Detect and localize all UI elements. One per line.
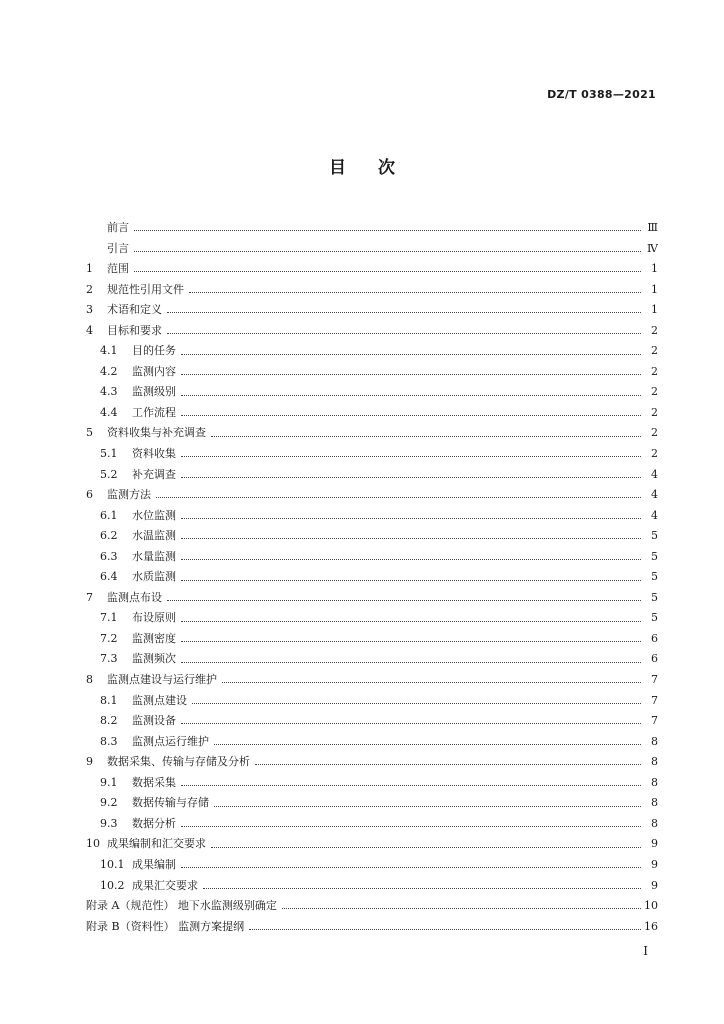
toc-entry-number: 9 (86, 755, 93, 769)
toc-entry[interactable] (86, 423, 658, 444)
toc-entry-page: 5 (651, 529, 658, 543)
toc-entry[interactable] (86, 567, 658, 588)
toc-entry[interactable] (86, 855, 658, 876)
toc-dot-leader (181, 784, 641, 786)
toc-entry-title: 数据传输与存储 (132, 796, 209, 810)
toc-dot-leader (181, 476, 641, 478)
toc-entry-title: 数据采集 (132, 775, 176, 789)
toc-entry-page: 1 (651, 303, 658, 317)
toc-entry[interactable] (86, 506, 658, 527)
toc-entry-number: 6 (86, 488, 93, 502)
toc-entry[interactable] (86, 629, 658, 650)
toc-dot-leader (181, 455, 641, 457)
toc-entry-title: 监测点布设 (107, 590, 162, 604)
toc-entry-title: 监测点建设 (132, 693, 187, 707)
toc-entry-page: 2 (651, 344, 658, 358)
toc-dot-leader (181, 414, 641, 416)
toc-entry[interactable] (86, 608, 658, 629)
toc-entry-page: 6 (651, 631, 658, 645)
toc-entry-number: 4.2 (100, 364, 118, 378)
toc-dot-leader (167, 599, 641, 601)
toc-entry-title: 数据采集、传输与存储及分析 (107, 755, 250, 769)
toc-entry-title: 监测密度 (132, 631, 176, 645)
toc-entry-number: 9.3 (100, 816, 118, 830)
toc-entry-page: 4 (651, 467, 658, 481)
toc-entry[interactable] (86, 711, 658, 732)
toc-entry[interactable] (86, 300, 658, 321)
toc-entry-page: 7 (651, 714, 658, 728)
toc-entry-title: 附录 B（资料性） 监测方案提纲 (86, 919, 245, 933)
toc-entry-page: Ⅳ (647, 241, 658, 255)
toc-dot-leader (181, 722, 641, 724)
toc-entry-number: 4.1 (100, 344, 118, 358)
toc-entry-page: 9 (651, 878, 658, 892)
toc-entry[interactable] (86, 691, 658, 712)
toc-entry-page: 8 (651, 816, 658, 830)
toc-entry-title: 布设原则 (132, 611, 176, 625)
toc-entry-title: 监测频次 (132, 652, 176, 666)
toc-entry-page: 8 (651, 755, 658, 769)
toc-dot-leader (214, 805, 641, 807)
toc-entry-number: 1 (86, 262, 93, 276)
toc-dot-leader (181, 620, 641, 622)
toc-entry-number: 7.1 (100, 611, 118, 625)
toc-dot-leader (134, 250, 641, 252)
toc-entry-number: 6.2 (100, 529, 118, 543)
toc-entry-title: 目的任务 (132, 344, 176, 358)
toc-entry-page: 4 (651, 488, 658, 502)
toc-dot-leader (181, 866, 641, 868)
toc-dot-leader (181, 558, 641, 560)
toc-entry[interactable] (86, 588, 658, 609)
toc-entry-title: 监测点运行维护 (132, 734, 209, 748)
toc-dot-leader (249, 928, 641, 930)
toc-dot-leader (181, 353, 641, 355)
toc-entry-page: 5 (651, 590, 658, 604)
toc-entry[interactable] (86, 259, 658, 280)
toc-dot-leader (211, 435, 641, 437)
toc-entry-title: 监测方法 (107, 488, 151, 502)
toc-entry[interactable] (86, 218, 658, 239)
toc-entry-title: 规范性引用文件 (107, 282, 184, 296)
toc-entry[interactable] (86, 649, 658, 670)
toc-entry-page: 8 (651, 775, 658, 789)
toc-entry-title: 水温监测 (132, 529, 176, 543)
toc-entry-page: 10 (644, 899, 658, 913)
toc-dot-leader (181, 373, 641, 375)
toc-entry-number: 9.1 (100, 775, 118, 789)
toc-entry[interactable] (86, 732, 658, 753)
toc-entry-page: 9 (651, 837, 658, 851)
toc-entry-title: 成果编制 (132, 857, 176, 871)
toc-entry-number: 8.3 (100, 734, 118, 748)
toc-entry[interactable] (86, 362, 658, 383)
toc-entry-number: 8.1 (100, 693, 118, 707)
toc-dot-leader (167, 311, 641, 313)
toc-entry-page: 5 (651, 570, 658, 584)
toc-entry-title: 工作流程 (132, 405, 176, 419)
toc-entry[interactable] (86, 917, 658, 938)
toc-entry-title: 目标和要求 (107, 323, 162, 337)
toc-entry[interactable] (86, 321, 658, 342)
toc-entry-page: 16 (644, 919, 658, 933)
toc-entry-page: 1 (651, 282, 658, 296)
toc-entry-number: 2 (86, 282, 93, 296)
toc-entry[interactable] (86, 814, 658, 835)
toc-entry-number: 3 (86, 303, 93, 317)
toc-entry[interactable] (86, 670, 658, 691)
toc-dot-leader (181, 825, 641, 827)
toc-entry-page: 2 (651, 385, 658, 399)
toc-entry-number: 7 (86, 590, 93, 604)
toc-entry-page: 2 (651, 447, 658, 461)
toc-entry-page: 2 (651, 364, 658, 378)
toc-entry-page: 2 (651, 426, 658, 440)
toc-entry-page: Ⅲ (647, 221, 658, 234)
toc-entry-number: 10 (86, 837, 100, 851)
toc-entry[interactable] (86, 526, 658, 547)
toc-dot-leader (181, 661, 641, 663)
toc-dot-leader (211, 846, 641, 848)
toc-entry-page: 6 (651, 652, 658, 666)
toc-entry-page: 5 (651, 549, 658, 563)
toc-entry-number: 5.1 (100, 447, 118, 461)
toc-entry-number: 5.2 (100, 467, 118, 481)
toc-entry[interactable] (86, 341, 658, 362)
toc-entry[interactable] (86, 793, 658, 814)
toc-dot-leader (214, 743, 641, 745)
toc-entry-number: 9.2 (100, 796, 118, 810)
toc-entry-title: 资料收集与补充调查 (107, 426, 206, 440)
toc-entry-title: 成果编制和汇交要求 (107, 837, 206, 851)
page-number: I (643, 944, 648, 958)
toc-entry[interactable] (86, 876, 658, 897)
toc-entry-number: 8.2 (100, 714, 118, 728)
toc-entry-title: 前言 (107, 221, 129, 234)
toc-entry-title: 水量监测 (132, 549, 176, 563)
page-title: 目 次 (329, 158, 395, 178)
toc-entry[interactable] (86, 485, 658, 506)
toc-entry-title: 术语和定义 (107, 303, 162, 317)
toc-entry-number: 6.3 (100, 549, 118, 563)
toc-entry[interactable] (86, 896, 658, 917)
toc-entry-page: 1 (651, 262, 658, 276)
toc-dot-leader (181, 517, 641, 519)
toc-entry-title: 水位监测 (132, 508, 176, 522)
toc-entry-number: 8 (86, 673, 93, 687)
toc-entry-number: 10.2 (100, 878, 125, 892)
toc-dot-leader (181, 537, 641, 539)
toc-entry-title: 水质监测 (132, 570, 176, 584)
toc-entry-page: 4 (651, 508, 658, 522)
toc-dot-leader (192, 702, 641, 704)
toc-dot-leader (181, 640, 641, 642)
toc-entry-title: 附录 A（规范性） 地下水监测级别确定 (86, 899, 277, 913)
toc-dot-leader (167, 332, 641, 334)
toc-entry-title: 补充调查 (132, 467, 176, 481)
toc-entry[interactable] (86, 752, 658, 773)
toc-entry-page: 5 (651, 611, 658, 625)
toc-entry-title: 监测内容 (132, 364, 176, 378)
toc-entry-number: 6.1 (100, 508, 118, 522)
toc-entry-page: 2 (651, 405, 658, 419)
toc-dot-leader (222, 681, 641, 683)
toc-entry-number: 7.3 (100, 652, 118, 666)
toc-entry-page: 7 (651, 673, 658, 687)
toc-entry-title: 监测级别 (132, 385, 176, 399)
toc-entry-title: 引言 (107, 241, 129, 255)
toc-entry-title: 监测点建设与运行维护 (107, 673, 217, 687)
toc-entry-number: 4.4 (100, 405, 118, 419)
toc-entry[interactable] (86, 280, 658, 301)
toc-entry[interactable] (86, 382, 658, 403)
toc-dot-leader (134, 270, 641, 272)
toc-entry-number: 6.4 (100, 570, 118, 584)
toc-entry-number: 4 (86, 323, 93, 337)
toc-entry[interactable] (86, 547, 658, 568)
toc-entry[interactable] (86, 465, 658, 486)
toc-entry-page: 8 (651, 734, 658, 748)
toc-dot-leader (203, 887, 641, 889)
toc-entry[interactable] (86, 239, 658, 260)
standard-code: DZ/T 0388—2021 (547, 88, 656, 101)
toc-dot-leader (181, 579, 641, 581)
toc-dot-leader (156, 496, 641, 498)
toc-entry[interactable] (86, 444, 658, 465)
toc-entry-page: 7 (651, 693, 658, 707)
toc-entry-title: 资料收集 (132, 447, 176, 461)
toc-entry-number: 7.2 (100, 631, 118, 645)
toc-entry[interactable] (86, 773, 658, 794)
toc-dot-leader (282, 907, 641, 909)
toc-dot-leader (255, 763, 641, 765)
toc-entry-page: 8 (651, 796, 658, 810)
toc-entry-number: 10.1 (100, 857, 125, 871)
toc-entry-title: 监测设备 (132, 714, 176, 728)
toc-entry-title: 数据分析 (132, 816, 176, 830)
toc-dot-leader (134, 229, 641, 231)
toc-dot-leader (181, 394, 641, 396)
toc-entry-title: 成果汇交要求 (132, 878, 198, 892)
toc-entry[interactable] (86, 834, 658, 855)
table-of-contents (86, 218, 658, 937)
toc-entry[interactable] (86, 403, 658, 424)
toc-entry-title: 范围 (107, 262, 129, 276)
toc-entry-page: 9 (651, 857, 658, 871)
toc-entry-number: 4.3 (100, 385, 118, 399)
toc-dot-leader (189, 291, 641, 293)
toc-entry-page: 2 (651, 323, 658, 337)
toc-entry-number: 5 (86, 426, 93, 440)
